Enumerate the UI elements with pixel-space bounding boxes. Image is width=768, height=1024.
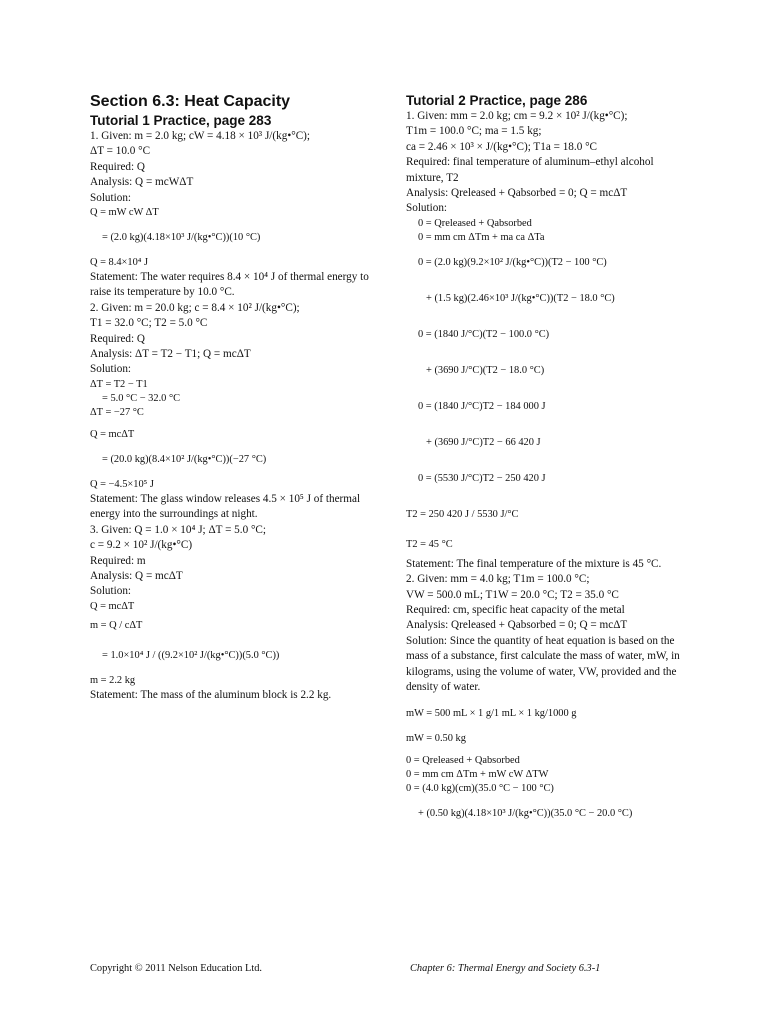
r1-eq6: + (3690 J/°C)(T2 − 18.0 °C) [426, 364, 545, 376]
tutorial-1-heading: Tutorial 1 Practice, page 283 [90, 113, 272, 128]
q1-statement: Statement: The water requires 8.4 × 10⁴ J of thermal energy to raise its temperature by 10.0 °C. [90, 271, 369, 299]
q1-given: 1. Given: m = 2.0 kg; cW = 4.18 × 10³ J/(kg•°C); [90, 130, 311, 142]
q3-result: m = 2.2 kg [90, 674, 136, 686]
r1-required: Required: final temperature of aluminum–ethyl alcohol mixture, T2 [406, 156, 654, 184]
footer-copyright: Copyright © 2011 Nelson Education Ltd. [90, 963, 263, 974]
q2-given: 2. Given: m = 20.0 kg; c = 8.4 × 10² J/(kg•°C); [90, 301, 300, 314]
r1-eq3: 0 = (2.0 kg)(9.2×10² J/(kg•°C))(T2 − 100 °C) [418, 256, 607, 268]
q2-eq1: ΔT = T2 − T1 [90, 378, 148, 390]
q2-analysis: Analysis: ΔT = T2 − T1; Q = mcΔT [90, 348, 251, 361]
tutorial-2-heading: Tutorial 2 Practice, page 286 [406, 93, 588, 108]
r1-eq4: + (1.5 kg)(2.46×10³ J/(kg•°C))(T2 − 18.0 °C) [426, 292, 615, 304]
r1-eq2: 0 = mm cm ΔTm + ma ca ΔTa [418, 231, 545, 243]
r2-eq5: 0 = (4.0 kg)(cm)(35.0 °C − 100 °C) [406, 782, 554, 794]
r2-required: Required: cm, specific heat capacity of the metal [406, 604, 625, 617]
section-title: Section 6.3: Heat Capacity [90, 93, 291, 110]
q2-statement: Statement: The glass window releases 4.5 × 10⁵ J of thermal energy into the surroundings at night. [90, 492, 361, 521]
r2-solution: Solution: Since the quantity of heat equation is based on the mass of a substance, first calculate the mass of water, mW, in kilograms, using the volume of water, VW, provided and the density of water. [406, 634, 680, 694]
q3-statement: Statement: The mass of the aluminum block is 2.2 kg. [90, 688, 332, 701]
r1-eq1: 0 = Qreleased + Qabsorbed [418, 217, 532, 229]
r1-eq5: 0 = (1840 J/°C)(T2 − 100.0 °C) [418, 328, 550, 340]
q3-given-cont: c = 9.2 × 10² J/(kg•°C) [90, 539, 193, 552]
q2-result: Q = −4.5×10⁵ J [90, 478, 154, 490]
q3-given: 3. Given: Q = 1.0 × 10⁴ J; ΔT = 5.0 °C; [90, 523, 267, 536]
q3-eq2: m = Q / cΔT [90, 619, 143, 631]
q2-eq3: ΔT = −27 °C [90, 406, 144, 418]
r2-given: 2. Given: mm = 4.0 kg; T1m = 100.0 °C; [406, 573, 590, 586]
r2-given-cont: VW = 500.0 mL; T1W = 20.0 °C; T2 = 35.0 °C [406, 588, 619, 601]
r1-solution-label: Solution: [406, 202, 448, 215]
r1-result: T2 = 45 °C [406, 538, 453, 550]
q1-given-cont: ΔT = 10.0 °C [90, 145, 151, 158]
q2-eq5: = (20.0 kg)(8.4×10² J/(kg•°C))(−27 °C) [102, 453, 267, 465]
q3-analysis: Analysis: Q = mcΔT [90, 569, 183, 582]
r2-eq6: + (0.50 kg)(4.18×10³ J/(kg•°C))(35.0 °C − 20.0 °C) [418, 807, 633, 819]
r2-eq1: mW = 500 mL × 1 g/1 mL × 1 kg/1000 g [406, 707, 577, 719]
q3-required: Required: m [90, 554, 146, 567]
r2-eq4: 0 = mm cm ΔTm + mW cW ΔTW [406, 768, 549, 780]
q2-required: Required: Q [90, 332, 145, 345]
right-column [406, 92, 691, 832]
r1-analysis: Analysis: Qreleased + Qabsorbed = 0; Q = mcΔT [406, 187, 628, 200]
r2-analysis: Analysis: Qreleased + Qabsorbed = 0; Q = mcΔT [406, 619, 628, 632]
q2-solution-label: Solution: [90, 363, 132, 376]
q1-eq2: = (2.0 kg)(4.18×10³ J/(kg•°C))(10 °C) [102, 232, 261, 244]
r1-statement: Statement: The final temperature of the mixture is 45 °C. [406, 557, 662, 570]
r1-eq10: T2 = 250 420 J / 5530 J/°C [406, 508, 519, 520]
r1-given-cont: T1m = 100.0 °C; ma = 1.5 kg; [406, 125, 542, 138]
q3-eq3: = 1.0×10⁴ J / ((9.2×10² J/(kg•°C))(5.0 °C)) [102, 649, 280, 661]
q3-eq1: Q = mcΔT [90, 600, 135, 612]
r1-given-cont2: ca = 2.46 × 10³ × J/(kg•°C); T1a = 18.0 °C [406, 140, 598, 153]
r1-eq8: + (3690 J/°C)T2 − 66 420 J [426, 436, 541, 448]
q1-solution-label: Solution: [90, 191, 132, 204]
left-column [90, 92, 390, 703]
q2-eq4: Q = mcΔT [90, 428, 135, 440]
r2-eq2: mW = 0.50 kg [406, 732, 466, 744]
r2-eq3: 0 = Qreleased + Qabsorbed [406, 754, 520, 766]
r1-given: 1. Given: mm = 2.0 kg; cm = 9.2 × 10² J/(kg•°C); [406, 110, 628, 122]
q1-result: Q = 8.4×10⁴ J [90, 257, 149, 269]
r1-eq9: 0 = (5530 J/°C)T2 − 250 420 J [418, 472, 546, 484]
q3-solution-label: Solution: [90, 585, 132, 598]
r1-eq7: 0 = (1840 J/°C)T2 − 184 000 J [418, 400, 546, 412]
q2-eq2: = 5.0 °C − 32.0 °C [102, 392, 181, 404]
q1-required: Required: Q [90, 160, 145, 173]
q2-given-cont: T1 = 32.0 °C; T2 = 5.0 °C [90, 317, 208, 330]
q1-analysis: Analysis: Q = mcWΔT [90, 176, 194, 189]
footer-chapter: Chapter 6: Thermal Energy and Society 6.3-1 [410, 963, 601, 974]
q1-eq1: Q = mW cW ΔT [90, 207, 159, 219]
